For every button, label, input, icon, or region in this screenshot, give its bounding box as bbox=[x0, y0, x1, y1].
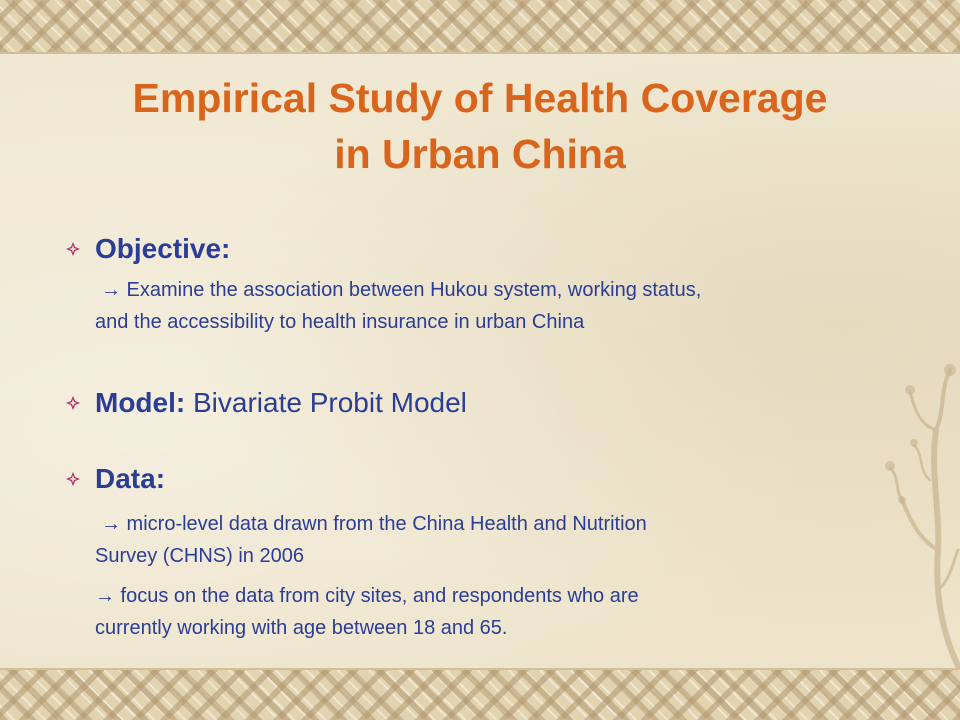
objective-heading bbox=[95, 232, 896, 266]
objective-bullet bbox=[66, 232, 896, 338]
data-detail-2-line-2: currently working with age between 18 and 65. bbox=[95, 617, 508, 639]
decorative-bottom-border bbox=[0, 668, 960, 720]
data-detail-1-line-2: Survey (CHNS) in 2006 bbox=[95, 545, 304, 567]
model-bullet bbox=[66, 386, 896, 420]
data-detail-2 bbox=[95, 580, 896, 644]
diamond-bullet-icon bbox=[66, 242, 80, 256]
slide-title bbox=[40, 70, 920, 182]
model-heading bbox=[95, 386, 896, 420]
data-label: Data: bbox=[95, 463, 166, 494]
title-line-2: in Urban China bbox=[334, 131, 626, 177]
objective-label: Objective: bbox=[95, 233, 231, 264]
model-value: Bivariate Probit Model bbox=[193, 387, 467, 418]
objective-detail bbox=[95, 274, 896, 338]
title-line-1: Empirical Study of Health Coverage bbox=[132, 75, 828, 121]
decorative-top-border bbox=[0, 0, 960, 54]
objective-detail-line-1: → Examine the association between Hukou system, working status, bbox=[101, 279, 702, 301]
data-heading bbox=[95, 462, 896, 496]
diamond-bullet-icon bbox=[66, 396, 80, 410]
data-detail-1 bbox=[95, 508, 896, 572]
diamond-bullet-icon bbox=[66, 472, 80, 486]
objective-detail-line-2: and the accessibility to health insurance in urban China bbox=[95, 311, 585, 333]
data-detail-1-line-1: → micro-level data drawn from the China Health and Nutrition bbox=[101, 513, 647, 535]
data-bullet bbox=[66, 462, 896, 644]
data-detail-2-line-1: → focus on the data from city sites, and respondents who are bbox=[95, 585, 639, 607]
model-label: Model: bbox=[95, 387, 186, 418]
